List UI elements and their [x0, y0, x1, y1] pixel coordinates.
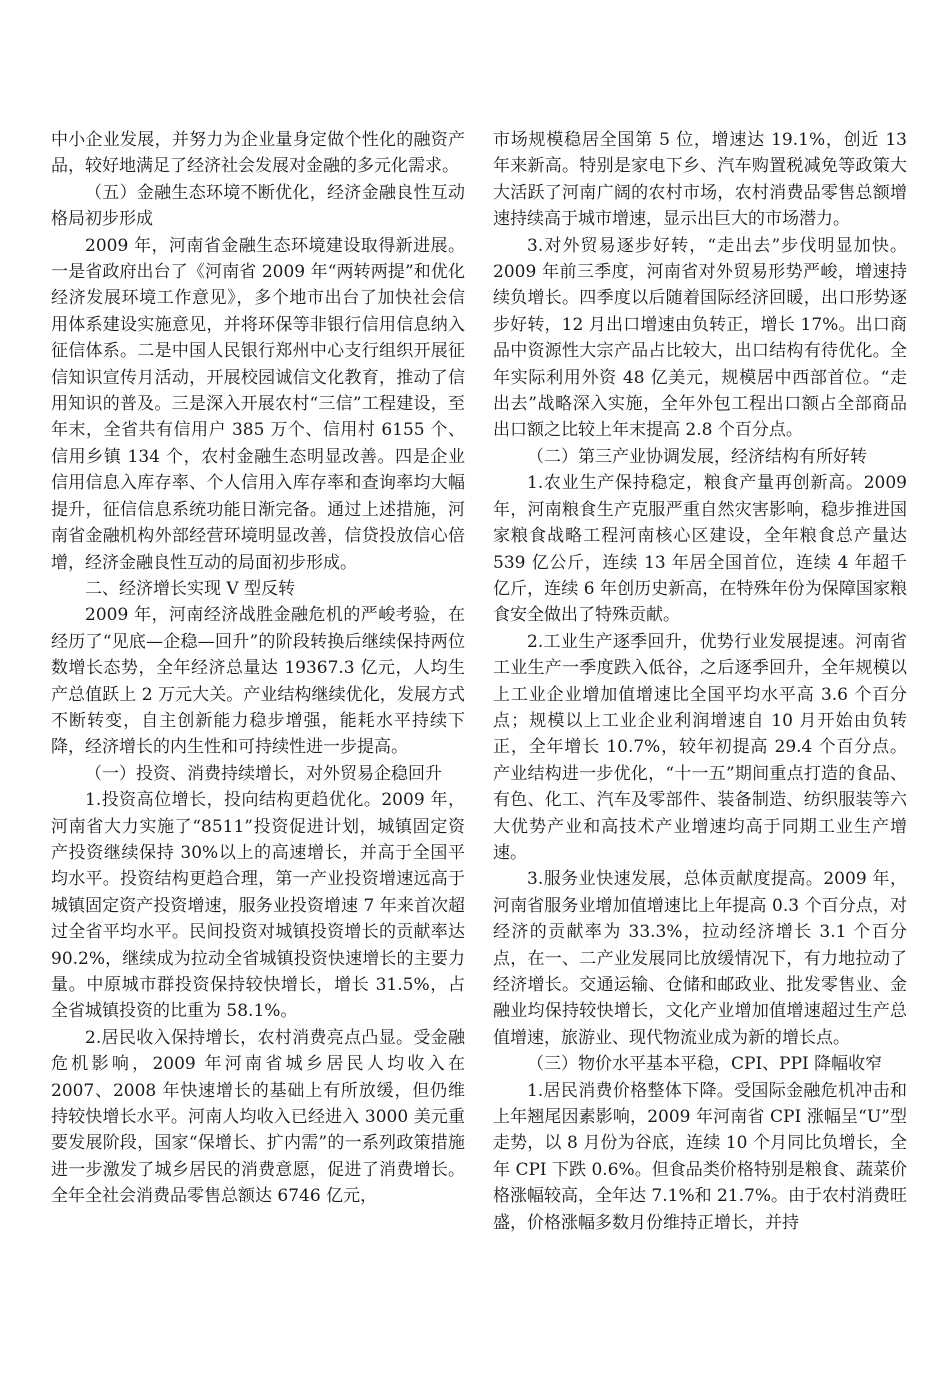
left-column — [51, 127, 465, 1210]
section-heading: 二、经济增长实现 V 型反转 — [85, 578, 296, 599]
section-heading: （二）第三产业协调发展，经济结构有所好转 — [527, 446, 867, 467]
paragraph: 2.工业生产逐季回升，优势行业发展提速。河南省工业生产一季度跌入低谷，之后逐季回升，全年规模以上工业企业增加值增速比全国平均水平高 3.6 个百分点；规模以上工业企业利润增速自 10 月开始由负转正，全年增长 10.7%，较年初提高 29.4 个百分点。产业结构进一步优化，“十一五”期间重点打造的食品、有色、化工、汽车及零部件、装备制造、纺织服装等六大优势产业和高技术产业增速均高于同期工业生产增速。 — [493, 631, 907, 863]
section-heading: （一）投资、消费持续增长，对外贸易企稳回升 — [85, 763, 442, 784]
paragraph: 市场规模稳居全国第 5 位，增速达 19.1%，创近 13 年来新高。特别是家电下乡、汽车购置税减免等政策大大活跃了河南广阔的农村市场，农村消费品零售总额增速持续高于城市增速，显示出巨大的市场潜力。 — [493, 130, 907, 230]
paragraph: 3.服务业快速发展，总体贡献度提高。2009 年，河南省服务业增加值增速比上年提高 0.3 个百分点，对经济的贡献率为 33.3%，拉动经济增长 3.1 个百分点，在一、二产业发展同比放缓情况下，有力地拉动了经济增长。交通运输、仓储和邮政业、批发零售业、金融业均保持较快增长，文化产业增加值增速超过生产总值增速，旅游业、现代物流业成为新的增长点。 — [493, 869, 907, 1048]
paragraph: 中小企业发展，并努力为企业量身定做个性化的融资产品，较好地满足了经济社会发展对金融的多元化需求。 — [51, 130, 465, 177]
paragraph: 2.居民收入保持增长，农村消费亮点凸显。受金融危机影响，2009 年河南省城乡居民人均收入在 2007、2008 年快速增长的基础上有所放缓，但仍维持较快增长水平。河南人均收入已经进入 3000 美元重要发展阶段，国家“保增长、扩内需”的一系列政策措施进一步激发了城乡居民的消费意愿，促进了消费增长。全年全社会消费品零售总额达 6746 亿元， — [51, 1027, 465, 1207]
paragraph: 1.居民消费价格整体下降。受国际金融危机冲击和上年翘尾因素影响，2009 年河南省 CPI 涨幅呈“U”型走势，以 8 月份为谷底，连续 10 个月同比负增长，全年 CPI 下跌 0.6%。但食品类价格特别是粮食、蔬菜价格涨幅较高，全年达 7.1%和 21.7%。由于农村消费旺盛，价格涨幅多数月份维持正增长，并持 — [493, 1080, 908, 1233]
right-column — [493, 127, 907, 1236]
paragraph: 1.农业生产保持稳定，粮食产量再创新高。2009 年，河南粮食生产克服严重自然灾害影响，稳步推进国家粮食战略工程河南核心区建设，全年粮食总产量达 539 亿公斤，连续 13 年居全国首位，连续 4 年超千亿斤，连续 6 年创历史新高，在特殊年份为保障国家粮食安全做出了特殊贡献。 — [493, 473, 907, 626]
section-heading: （三）物价水平基本平稳，CPI、PPI 降幅收窄 — [527, 1054, 883, 1075]
paragraph: 3.对外贸易逐步好转，“走出去”步伐明显加快。2009 年前三季度，河南省对外贸易形势严峻，增速持续负增长。四季度以后随着国际经济回暖，出口形势逐步好转，12 月出口增速由负转正，增长 17%。出口商品中资源性大宗产品占比较大，出口结构有待优化。全年实际利用外资 48 亿美元，规模居中西部首位。“走出去”战略深入实施，全年外包工程出口额占全部商品出口额之比较上年末提高 2.8 个百分点。 — [493, 235, 907, 441]
paragraph: 1.投资高位增长，投向结构更趋优化。2009 年，河南省大力实施了“8511”投资促进计划，城镇固定资产投资继续保持 30%以上的高速增长，并高于全国平均水平。投资结构更趋合理，第一产业投资增速远高于城镇固定资产投资增速，服务业投资增速 7 年来首次超过全省平均水平。民间投资对城镇投资增长的贡献率达 90.2%，继续成为拉动全省城镇投资快速增长的主要力量。中原城市群投资保持较快增长，增长 31.5%，占全省城镇投资的比重为 58.1%。 — [51, 790, 465, 1022]
section-heading: （五）金融生态环境不断优化，经济金融良性互动格局初步形成 — [51, 182, 465, 230]
paragraph: 2009 年，河南省金融生态环境建设取得新进展。一是省政府出台了《河南省 2009 年“两转两提”和优化经济发展环境工作意见》，多个地市出台了加快社会信用体系建设实施意见，并将环保等非银行信用信息纳入征信体系。二是中国人民银行郑州中心支行组织开展征信知识宣传月活动，开展校园诚信文化教育，推动了信用知识的普及。三是深入开展农村“三信”工程建设，至年末，全省共有信用户 385 万个、信用村 6155 个、信用乡镇 134 个，农村金融生态明显改善。四是企业信用信息入库存率、个人信用入库存率和查询率均大幅提升，征信信息系统功能日渐完备。通过上述措施，河南省金融机构外部经营环境明显改善，信贷投放信心倍增，经济金融良性互动的局面初步形成。 — [51, 235, 465, 573]
paragraph: 2009 年，河南经济战胜金融危机的严峻考验，在经历了“见底—企稳—回升”的阶段转换后继续保持两位数增长态势，全年经济总量达 19367.3 亿元，人均生产总值跃上 2 万元大关。产业结构继续优化，发展方式不断转变，自主创新能力稳步增强，能耗水平持续下降，经济增长的内生性和可持续性进一步提高。 — [51, 605, 465, 758]
